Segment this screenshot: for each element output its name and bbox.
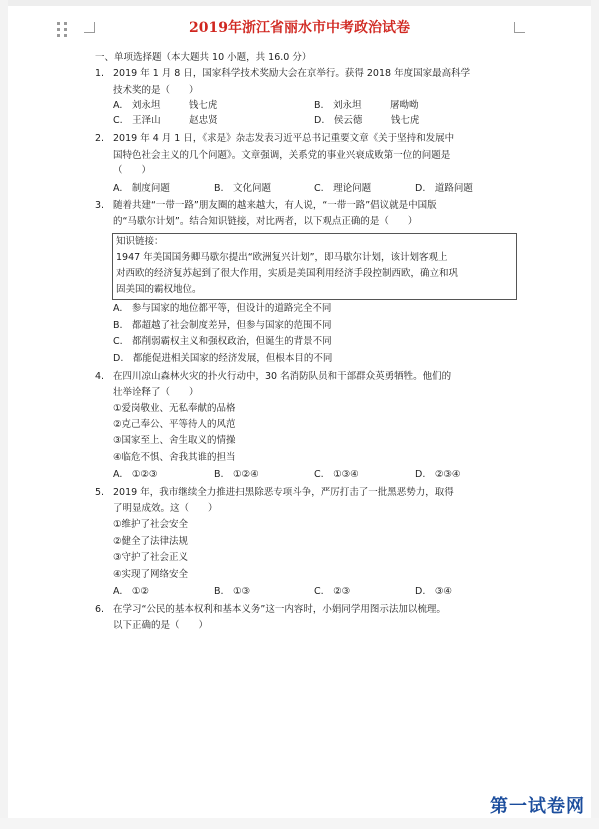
question-text: 在学习“公民的基本权利和基本义务”这一内容时，小娟同学用图示法加以梳理。 <box>113 604 446 615</box>
question-number: 6. <box>95 604 105 615</box>
knowledge-link-heading: 知识链接： <box>116 236 164 247</box>
option-a: A. 参与国家的地位都平等，但设计的道路完全不同 <box>113 303 332 314</box>
question-number: 4. <box>95 371 105 382</box>
option-a: A. 制度问题 <box>113 183 170 194</box>
statement-item: ④实现了网络安全 <box>113 569 189 580</box>
option-c: C. 都削弱霸权主义和强权政治，但诞生的背景不同 <box>113 336 332 347</box>
question-text: 壮举诠释了（ ） <box>113 387 199 398</box>
statement-item: ②克己奉公、平等待人的风范 <box>113 419 236 430</box>
option-b: B. ①③ <box>214 586 251 597</box>
question-text: 随着共建“一带一路”朋友圈的越来越大，有人说，“一带一路”倡议就是中国版 <box>113 200 437 211</box>
option-d: D. ②③④ <box>415 469 461 480</box>
option-b: B. ①②④ <box>214 469 259 480</box>
question-text: 了明显成效。这（ ） <box>113 503 218 514</box>
option-a: A. 刘永坦 钱七虎 <box>113 100 218 111</box>
question-number: 3. <box>95 200 105 211</box>
question-text: 2019 年，我市继续全力推进扫黑除恶专项斗争，严厉打击了一批黑恶势力，取得 <box>113 487 454 498</box>
option-b: B. 都超越了社会制度差异，但参与国家的范围不同 <box>113 320 332 331</box>
knowledge-link-text: 1947 年美国国务卿马歇尔提出“欧洲复兴计划”，即马歇尔计划，该计划客观上 <box>116 252 448 263</box>
option-c: C. ②③ <box>314 586 351 597</box>
question-number: 2. <box>95 133 105 144</box>
option-c: C. ①③④ <box>314 469 359 480</box>
question-text: 的“马歇尔计划”。结合知识链接，对比两者，以下观点正确的是（ ） <box>113 216 418 227</box>
question-text: 在四川凉山森林火灾的扑火行动中，30 名消防队员和干部群众英勇牺牲。他们的 <box>113 371 452 382</box>
page-bottom-strip <box>0 818 599 829</box>
doc-title: 2019年浙江省丽水市中考政治试卷 <box>189 20 410 36</box>
site-watermark-logo: 第一试卷网 <box>490 796 585 817</box>
option-d: D. 道路问题 <box>415 183 473 194</box>
statement-item: ①爱岗敬业、无私奉献的品格 <box>113 403 236 414</box>
question-text: 技术奖的是（ ） <box>113 85 199 96</box>
page-left-edge <box>0 0 8 829</box>
option-b: B. 文化问题 <box>214 183 272 194</box>
option-a: A. ①② <box>113 586 149 597</box>
option-d: D. 都能促进相关国家的经济发展，但根本目的不同 <box>113 353 333 364</box>
question-text: 以下正确的是（ ） <box>113 620 209 631</box>
question-number: 1. <box>95 68 105 79</box>
option-c: C. 理论问题 <box>314 183 372 194</box>
question-number: 5. <box>95 487 105 498</box>
question-text: 2019 年 4 月 1 日，《求是》杂志发表习近平总书记重要文章《关于坚持和发展中 <box>113 133 455 144</box>
section-heading: 一、单项选择题（本大题共 10 小题，共 16.0 分） <box>95 52 312 63</box>
statement-item: ②健全了法律法规 <box>113 536 189 547</box>
statement-item: ③守护了社会正义 <box>113 552 189 563</box>
statement-item: ①维护了社会安全 <box>113 519 189 530</box>
option-a: A. ①②③ <box>113 469 158 480</box>
option-d: D. 侯云德 钱七虎 <box>314 115 420 126</box>
question-text: 国特色社会主义的几个问题》。文章强调，关系党的事业兴衰成败第一位的问题是 <box>113 150 451 161</box>
statement-item: ③国家至上、舍生取义的情操 <box>113 435 236 446</box>
knowledge-link-text: 对西欧的经济复苏起到了很大作用，实质是美国利用经济手段控制西欧，确立和巩 <box>116 268 459 279</box>
statement-item: ④临危不惧、舍我其谁的担当 <box>113 452 236 463</box>
option-b: B. 刘永坦 屠呦呦 <box>314 100 419 111</box>
option-d: D. ③④ <box>415 586 452 597</box>
question-text: 2019 年 1 月 8 日，国家科学技术奖励大会在京举行。获得 2018 年度国家最高科学 <box>113 68 471 79</box>
knowledge-link-text: 固美国的霸权地位。 <box>116 284 202 295</box>
page-right-edge <box>591 0 599 829</box>
page-top-edge <box>0 0 599 6</box>
option-c: C. 王泽山 赵忠贤 <box>113 115 218 126</box>
question-text: （ ） <box>113 165 152 176</box>
